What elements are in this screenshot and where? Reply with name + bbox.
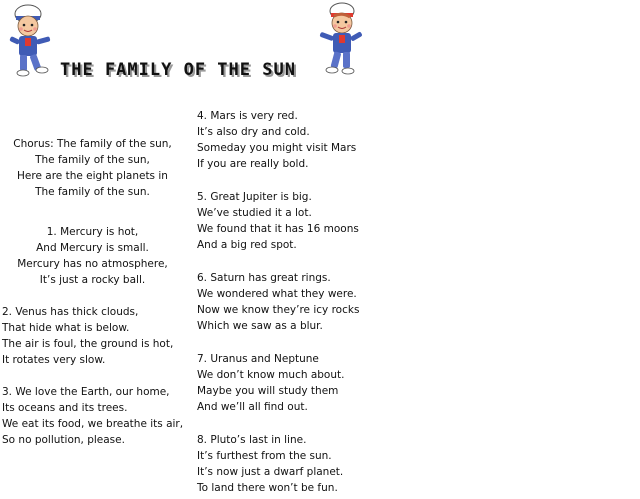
verse-line: And a big red spot.	[197, 239, 297, 251]
verse-line: 3. We love the Earth, our home,	[2, 386, 170, 398]
verse-line: We eat its food, we breathe its air,	[2, 418, 184, 430]
verse-line: It’s also dry and cold.	[197, 126, 310, 138]
verse-line: Maybe you will study them	[197, 385, 339, 397]
verse-line: It’s just a rocky ball.	[39, 274, 146, 286]
verse-line: It’s furthest from the sun.	[197, 450, 332, 462]
verse-line: 1. Mercury is hot,	[46, 226, 139, 238]
verse-line: 4. Mars is very red.	[197, 110, 298, 122]
verse-line: 5. Great Jupiter is big.	[197, 191, 312, 203]
verse-line: That hide what is below.	[2, 322, 130, 334]
verse-line: 2. Venus has thick clouds,	[2, 306, 139, 318]
verse-line: If you are really bold.	[197, 158, 309, 170]
verse-line: Now we know they’re icy rocks	[197, 304, 360, 316]
verse-line: We don’t know much about.	[197, 369, 345, 381]
page-title-wrap	[60, 60, 360, 82]
verse-line: Someday you might visit Mars	[197, 142, 357, 154]
page-title: THE FAMILY OF THE SUN	[60, 60, 296, 80]
chorus-line: The family of the sun,	[35, 154, 150, 166]
verse-line: Which we saw as a blur.	[197, 320, 323, 332]
verse-line: 7. Uranus and Neptune	[197, 353, 319, 365]
verse-line: To land there won’t be fun.	[197, 482, 338, 494]
verse-line: We found that it has 16 moons	[197, 223, 359, 235]
verse-line: And we’ll all find out.	[197, 401, 308, 413]
verse-line: 8. Pluto’s last in line.	[197, 434, 307, 446]
astronaut-kid-left-icon	[4, 2, 64, 82]
chorus-line: The family of the sun.	[35, 186, 150, 198]
verse-line: So no pollution, please.	[2, 434, 125, 446]
verse-line: We wondered what they were.	[197, 288, 357, 300]
verse-line: It rotates very slow.	[2, 354, 106, 366]
verse-line: Mercury has no atmosphere,	[17, 258, 168, 270]
verse-line: We’ve studied it a lot.	[197, 207, 312, 219]
verse-line: 6. Saturn has great rings.	[197, 272, 331, 284]
verse-line: It’s now just a dwarf planet.	[197, 466, 344, 478]
chorus-line: Here are the eight planets in	[17, 170, 168, 182]
verse-line: And Mercury is small.	[36, 242, 149, 254]
verse-line: Its oceans and its trees.	[2, 402, 128, 414]
chorus-line: Chorus: The family of the sun,	[13, 138, 172, 150]
verse-line: The air is foul, the ground is hot,	[2, 338, 174, 350]
